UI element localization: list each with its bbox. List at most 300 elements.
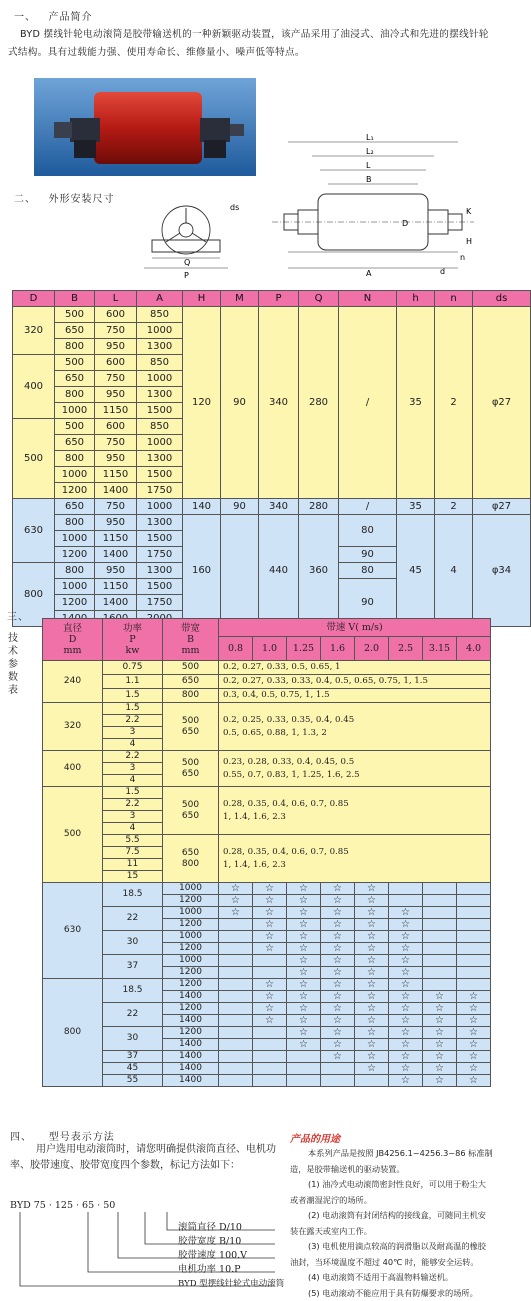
table-cell: 1300 xyxy=(137,339,183,355)
power-cell: 1.1 xyxy=(103,675,163,689)
diameter-cell: 400 xyxy=(13,355,55,419)
table-cell: 360 xyxy=(299,515,339,627)
speed-values-cell: 0.23, 0.28, 0.33, 0.4, 0.45, 0.5 0.55, 0.7, 0.83, 1, 1.25, 1.6, 2.5 xyxy=(219,751,491,787)
table-cell: 1400 xyxy=(95,483,137,499)
empty-cell xyxy=(253,967,287,979)
table-cell: 1500 xyxy=(137,467,183,483)
available-star-icon: ☆ xyxy=(321,991,355,1003)
empty-cell xyxy=(219,991,253,1003)
available-star-icon: ☆ xyxy=(389,931,423,943)
table-cell: 1000 xyxy=(137,371,183,387)
table-row xyxy=(43,751,491,763)
section-4-heading: 四、 型号表示方法 xyxy=(10,1132,115,1143)
available-star-icon: ☆ xyxy=(389,907,423,919)
table-cell: 1200 xyxy=(55,483,95,499)
table-cell: / xyxy=(339,499,397,515)
table-cell: 850 xyxy=(137,419,183,435)
empty-cell xyxy=(219,1027,253,1039)
end-view-drawing xyxy=(140,192,250,284)
speed-column-header: 2.5 xyxy=(389,637,423,661)
empty-cell xyxy=(423,895,457,907)
empty-cell xyxy=(321,1075,355,1087)
common-value-cell: 120 xyxy=(183,307,221,499)
table-cell: 1500 xyxy=(137,531,183,547)
available-star-icon: ☆ xyxy=(287,967,321,979)
model-instructions: 用户选用电动滚筒时，请您明确提供滚筒直径、电机功率、胶带速度、胶带宽度四个参数，标记方法如下： xyxy=(10,1144,276,1171)
power-cell: 7.5 xyxy=(103,847,163,859)
diameter-cell: 500 xyxy=(43,787,103,883)
power-cell: 22 xyxy=(103,1003,163,1027)
available-star-icon: ☆ xyxy=(287,919,321,931)
beltwidth-cell: 1200 xyxy=(163,943,219,955)
common-value-cell: / xyxy=(339,307,397,499)
beltwidth-cell: 1400 xyxy=(163,1075,219,1087)
table-cell: 600 xyxy=(95,307,137,323)
available-star-icon: ☆ xyxy=(321,1039,355,1051)
section-1-heading: 一、 产品简介 xyxy=(14,12,93,23)
table-cell: 1000 xyxy=(137,499,183,515)
speed-values-cell: 0.2, 0.25, 0.33, 0.35, 0.4, 0.45 0.5, 0.65, 0.88, 1, 1.3, 2 xyxy=(219,703,491,751)
section-3-heading: 三、 xyxy=(7,612,29,623)
available-star-icon: ☆ xyxy=(457,1003,491,1015)
speed-values-cell: 0.3, 0.4, 0.5, 0.75, 1, 1.5 xyxy=(219,689,491,703)
available-star-icon: ☆ xyxy=(355,943,389,955)
empty-cell xyxy=(321,1063,355,1075)
available-star-icon: ☆ xyxy=(321,907,355,919)
table-cell: 600 xyxy=(95,419,137,435)
table-row xyxy=(43,675,491,689)
table-cell: 140 xyxy=(183,499,221,515)
svg-text:L₂: L₂ xyxy=(366,147,374,156)
power-cell: 18.5 xyxy=(103,883,163,907)
empty-cell xyxy=(423,967,457,979)
speed-values-cell: 0.28, 0.35, 0.4, 0.6, 0.7, 0.85 1, 1.4, 1.6, 2.3 xyxy=(219,787,491,835)
empty-cell xyxy=(219,943,253,955)
beltwidth-cell: 500 xyxy=(163,661,219,675)
power-cell: 11 xyxy=(103,859,163,871)
available-star-icon: ☆ xyxy=(389,955,423,967)
empty-cell xyxy=(355,1075,389,1087)
available-star-icon: ☆ xyxy=(321,943,355,955)
beltwidth-cell: 800 xyxy=(163,689,219,703)
available-star-icon: ☆ xyxy=(253,883,287,895)
table-cell: 750 xyxy=(95,435,137,451)
empty-cell xyxy=(423,931,457,943)
available-star-icon: ☆ xyxy=(219,907,253,919)
table-row xyxy=(13,515,531,531)
power-cell: 37 xyxy=(103,955,163,979)
available-star-icon: ☆ xyxy=(321,1051,355,1063)
table-cell: 800 xyxy=(55,339,95,355)
speed-column-header: 3.15 xyxy=(423,637,457,661)
svg-text:D: D xyxy=(402,219,409,228)
empty-cell xyxy=(253,955,287,967)
beltwidth-cell: 1400 xyxy=(163,1051,219,1063)
beltwidth-cell: 1400 xyxy=(163,1063,219,1075)
table-cell: 280 xyxy=(299,499,339,515)
table-row xyxy=(13,499,531,515)
column-header: n xyxy=(435,291,473,307)
empty-cell xyxy=(457,895,491,907)
empty-cell xyxy=(457,931,491,943)
beltwidth-cell: 1200 xyxy=(163,1003,219,1015)
table-cell: 1150 xyxy=(95,579,137,595)
beltwidth-cell: 500 650 xyxy=(163,703,219,751)
table-cell: 500 xyxy=(55,419,95,435)
empty-cell xyxy=(287,1075,321,1087)
table-cell: 1300 xyxy=(137,451,183,467)
available-star-icon: ☆ xyxy=(321,895,355,907)
table-cell: 950 xyxy=(95,563,137,579)
table-cell: 1150 xyxy=(95,531,137,547)
table-row xyxy=(43,1075,491,1087)
available-star-icon: ☆ xyxy=(389,919,423,931)
column-header: ds xyxy=(473,291,531,307)
n-value-cell: 90 xyxy=(339,547,397,563)
power-cell: 37 xyxy=(103,1051,163,1063)
table-row xyxy=(43,907,491,919)
available-star-icon: ☆ xyxy=(389,1003,423,1015)
power-cell: 2.2 xyxy=(103,751,163,763)
diameter-cell: 400 xyxy=(43,751,103,787)
available-star-icon: ☆ xyxy=(355,1027,389,1039)
table-cell: 750 xyxy=(95,323,137,339)
power-cell: 5.5 xyxy=(103,835,163,847)
empty-cell xyxy=(457,979,491,991)
available-star-icon: ☆ xyxy=(355,1015,389,1027)
power-cell: 4 xyxy=(103,823,163,835)
available-star-icon: ☆ xyxy=(423,1075,457,1087)
table-cell: 850 xyxy=(137,307,183,323)
available-star-icon: ☆ xyxy=(321,955,355,967)
table-cell: 160 xyxy=(183,515,221,627)
available-star-icon: ☆ xyxy=(355,1063,389,1075)
available-star-icon: ☆ xyxy=(423,1003,457,1015)
table-cell: 440 xyxy=(259,515,299,627)
empty-cell xyxy=(457,907,491,919)
available-star-icon: ☆ xyxy=(355,919,389,931)
table-row xyxy=(43,787,491,799)
table-cell: 950 xyxy=(95,339,137,355)
beltwidth-cell: 500 650 xyxy=(163,787,219,835)
available-star-icon: ☆ xyxy=(423,1027,457,1039)
table-cell: 1750 xyxy=(137,547,183,563)
table-row xyxy=(43,1003,491,1015)
available-star-icon: ☆ xyxy=(287,907,321,919)
empty-cell xyxy=(219,1051,253,1063)
table-cell: 500 xyxy=(55,355,95,371)
diameter-header: 直径 D mm xyxy=(43,619,103,661)
table-cell: 1400 xyxy=(95,547,137,563)
empty-cell xyxy=(423,943,457,955)
table-cell: 1200 xyxy=(55,547,95,563)
section-3-title: 技术参数表 xyxy=(8,633,18,696)
empty-cell xyxy=(219,955,253,967)
available-star-icon: ☆ xyxy=(457,1039,491,1051)
table-cell: 800 xyxy=(55,387,95,403)
table-row xyxy=(43,883,491,895)
empty-cell xyxy=(287,1051,321,1063)
table-cell: 1000 xyxy=(137,323,183,339)
speed-column-header: 2.0 xyxy=(355,637,389,661)
diameter-cell: 630 xyxy=(43,883,103,979)
table-cell: 1200 xyxy=(55,595,95,611)
available-star-icon: ☆ xyxy=(321,883,355,895)
power-header: 功率 P kw xyxy=(103,619,163,661)
empty-cell xyxy=(219,1003,253,1015)
dimension-table xyxy=(12,290,531,627)
table-cell: 1300 xyxy=(137,387,183,403)
available-star-icon: ☆ xyxy=(253,931,287,943)
available-star-icon: ☆ xyxy=(423,1051,457,1063)
available-star-icon: ☆ xyxy=(423,1063,457,1075)
power-cell: 22 xyxy=(103,907,163,931)
table-row xyxy=(43,703,491,715)
beltwidth-header: 带宽 B mm xyxy=(163,619,219,661)
common-value-cell: 2 xyxy=(435,307,473,499)
table-row xyxy=(43,1027,491,1039)
available-star-icon: ☆ xyxy=(389,1063,423,1075)
table-cell: 1000 xyxy=(55,467,95,483)
available-star-icon: ☆ xyxy=(389,967,423,979)
diameter-cell: 320 xyxy=(43,703,103,751)
table-cell: 750 xyxy=(95,499,137,515)
table-cell: 1500 xyxy=(137,403,183,419)
svg-text:P: P xyxy=(184,271,189,280)
power-cell: 3 xyxy=(103,811,163,823)
empty-cell xyxy=(423,979,457,991)
available-star-icon: ☆ xyxy=(457,991,491,1003)
table-cell: 800 xyxy=(55,563,95,579)
beltwidth-cell: 500 650 xyxy=(163,751,219,787)
available-star-icon: ☆ xyxy=(287,895,321,907)
beltwidth-cell: 1200 xyxy=(163,895,219,907)
model-legend: 滚筒直径 D/10 胶带宽度 B/10 胶带速度 100.V 电机功率 10.P BYD 型摆线针轮式电动滚筒 xyxy=(178,1222,285,1289)
speed-values-cell: 0.28, 0.35, 0.4, 0.6, 0.7, 0.85 1, 1.4, 1.6, 2.3 xyxy=(219,835,491,883)
available-star-icon: ☆ xyxy=(321,919,355,931)
table-cell: 650 xyxy=(55,371,95,387)
power-cell: 4 xyxy=(103,739,163,751)
table-cell: 1500 xyxy=(137,579,183,595)
available-star-icon: ☆ xyxy=(219,883,253,895)
table-cell: 1400 xyxy=(95,595,137,611)
available-star-icon: ☆ xyxy=(355,895,389,907)
diameter-cell: 500 xyxy=(13,419,55,499)
table-row xyxy=(43,661,491,675)
power-cell: 3 xyxy=(103,763,163,775)
available-star-icon: ☆ xyxy=(253,907,287,919)
beltwidth-cell: 1000 xyxy=(163,931,219,943)
column-header: N xyxy=(339,291,397,307)
table-cell: 1750 xyxy=(137,595,183,611)
table-cell: 2 xyxy=(435,499,473,515)
available-star-icon: ☆ xyxy=(253,1015,287,1027)
table-cell: 800 xyxy=(55,451,95,467)
available-star-icon: ☆ xyxy=(389,979,423,991)
beltwidth-cell: 1200 xyxy=(163,919,219,931)
empty-cell xyxy=(423,919,457,931)
power-cell: 2.2 xyxy=(103,715,163,727)
beltwidth-cell: 1000 xyxy=(163,907,219,919)
power-cell: 18.5 xyxy=(103,979,163,1003)
table-cell: 500 xyxy=(55,307,95,323)
available-star-icon: ☆ xyxy=(355,991,389,1003)
table-cell: 1300 xyxy=(137,563,183,579)
available-star-icon: ☆ xyxy=(355,1039,389,1051)
table-cell: φ34 xyxy=(473,515,531,627)
beltwidth-cell: 1400 xyxy=(163,991,219,1003)
available-star-icon: ☆ xyxy=(287,979,321,991)
model-code: BYD 75 · 125 · 65 · 50 xyxy=(10,1200,116,1211)
table-cell: 35 xyxy=(397,499,435,515)
table-cell: 1000 xyxy=(55,403,95,419)
n-value-cell: 80 xyxy=(339,515,397,547)
common-value-cell: φ27 xyxy=(473,307,531,499)
intro-text: BYD 摆线针轮电动滚筒是胶带输送机的一种新颖驱动装置，该产品采用了油浸式、油冷式和先进的摆线针轮式结构。具有过载能力强、使用寿命长、维修量小、噪声低等特点。 xyxy=(8,29,489,58)
diameter-cell: 800 xyxy=(13,563,55,627)
power-cell: 15 xyxy=(103,871,163,883)
empty-cell xyxy=(219,1015,253,1027)
column-header: L xyxy=(95,291,137,307)
common-value-cell: 280 xyxy=(299,307,339,499)
speed-column-header: 1.0 xyxy=(253,637,287,661)
available-star-icon: ☆ xyxy=(389,1027,423,1039)
table-cell: 650 xyxy=(55,323,95,339)
table-cell: 950 xyxy=(95,451,137,467)
product-photo xyxy=(34,78,256,176)
table-cell: 750 xyxy=(95,371,137,387)
available-star-icon: ☆ xyxy=(321,1027,355,1039)
svg-text:L₁: L₁ xyxy=(366,133,374,142)
column-header: B xyxy=(55,291,95,307)
available-star-icon: ☆ xyxy=(389,1075,423,1087)
available-star-icon: ☆ xyxy=(287,991,321,1003)
uses-list: 本系列产品是按照 JB4256.1~4256.3~86 标准制造，是胶带输送机的驱动装置。 (1) 油冷式电动滚筒密封性良好，可以用于粉尘大或者潮湿泥泞的场所。 (2) 电动滚筒有封闭结构的接线盒，可随同主机安装在露天或室内工作。 (3) 电机使用滴点较高的润滑脂以及耐高温的橡胶油封，当环境温度不超过 40℃ 时，能够安全运转。 (4) 电动滚筒不适用于高温物料输送机。 (5) 电动滚动不能应用于具有防爆要求的场所。 xyxy=(290,1148,493,1298)
available-star-icon: ☆ xyxy=(355,967,389,979)
power-cell: 1.5 xyxy=(103,689,163,703)
empty-cell xyxy=(457,943,491,955)
empty-cell xyxy=(423,907,457,919)
svg-text:L: L xyxy=(366,161,371,170)
available-star-icon: ☆ xyxy=(321,1003,355,1015)
power-cell: 4 xyxy=(103,775,163,787)
available-star-icon: ☆ xyxy=(253,1003,287,1015)
empty-cell xyxy=(219,967,253,979)
table-cell: φ27 xyxy=(473,499,531,515)
table-cell: 600 xyxy=(95,355,137,371)
beltwidth-cell: 1200 xyxy=(163,1027,219,1039)
speed-column-header: 1.6 xyxy=(321,637,355,661)
tech-parameter-table xyxy=(42,618,491,1087)
available-star-icon: ☆ xyxy=(355,979,389,991)
available-star-icon: ☆ xyxy=(219,895,253,907)
available-star-icon: ☆ xyxy=(321,1015,355,1027)
available-star-icon: ☆ xyxy=(355,907,389,919)
beltwidth-cell: 1400 xyxy=(163,1039,219,1051)
table-cell: 4 xyxy=(435,515,473,627)
table-row xyxy=(43,619,491,637)
svg-text:ds: ds xyxy=(230,203,240,212)
speed-column-header: 0.8 xyxy=(219,637,253,661)
svg-text:K: K xyxy=(466,207,472,216)
table-row xyxy=(43,1063,491,1075)
available-star-icon: ☆ xyxy=(287,1003,321,1015)
available-star-icon: ☆ xyxy=(457,1027,491,1039)
svg-text:B: B xyxy=(366,175,372,184)
available-star-icon: ☆ xyxy=(355,931,389,943)
column-header: Q xyxy=(299,291,339,307)
available-star-icon: ☆ xyxy=(287,883,321,895)
column-header: D xyxy=(13,291,55,307)
table-cell: 850 xyxy=(137,355,183,371)
table-row xyxy=(43,931,491,943)
power-cell: 1.5 xyxy=(103,703,163,715)
diameter-cell: 800 xyxy=(43,979,103,1087)
power-cell: 1.5 xyxy=(103,787,163,799)
empty-cell xyxy=(219,979,253,991)
available-star-icon: ☆ xyxy=(321,979,355,991)
available-star-icon: ☆ xyxy=(253,919,287,931)
table-cell: 1150 xyxy=(95,467,137,483)
table-row xyxy=(43,835,491,847)
table-row xyxy=(13,307,531,323)
speed-values-cell: 0.2, 0.27, 0.33, 0.5, 0.65, 1 xyxy=(219,661,491,675)
power-cell: 45 xyxy=(103,1063,163,1075)
available-star-icon: ☆ xyxy=(389,1039,423,1051)
diameter-cell: 240 xyxy=(43,661,103,703)
available-star-icon: ☆ xyxy=(321,931,355,943)
speed-header: 带速 V( m/s) xyxy=(219,619,491,637)
table-cell: 1750 xyxy=(137,483,183,499)
empty-cell xyxy=(287,1063,321,1075)
empty-cell xyxy=(253,1051,287,1063)
available-star-icon: ☆ xyxy=(253,979,287,991)
table-cell: 650 xyxy=(55,435,95,451)
beltwidth-cell: 1000 xyxy=(163,883,219,895)
available-star-icon: ☆ xyxy=(321,967,355,979)
n-value-cell: 80 xyxy=(339,563,397,579)
table-cell: 1000 xyxy=(55,579,95,595)
empty-cell xyxy=(219,1075,253,1087)
available-star-icon: ☆ xyxy=(253,943,287,955)
diameter-cell: 320 xyxy=(13,307,55,355)
n-value-cell: 90 xyxy=(339,579,397,627)
column-header: A xyxy=(137,291,183,307)
uses-title: 产品的用途 xyxy=(290,1134,340,1145)
empty-cell xyxy=(389,883,423,895)
empty-cell xyxy=(457,919,491,931)
beltwidth-cell: 1400 xyxy=(163,1015,219,1027)
table-row xyxy=(43,955,491,967)
available-star-icon: ☆ xyxy=(253,991,287,1003)
table-row xyxy=(43,1051,491,1063)
column-header: P xyxy=(259,291,299,307)
svg-text:n: n xyxy=(460,253,466,262)
empty-cell xyxy=(253,1075,287,1087)
column-header: h xyxy=(397,291,435,307)
available-star-icon: ☆ xyxy=(457,1063,491,1075)
section-2-heading: 二、 外形安装尺寸 xyxy=(14,194,115,205)
beltwidth-cell: 650 800 xyxy=(163,835,219,883)
available-star-icon: ☆ xyxy=(423,1015,457,1027)
power-cell: 30 xyxy=(103,931,163,955)
available-star-icon: ☆ xyxy=(423,991,457,1003)
empty-cell xyxy=(219,919,253,931)
available-star-icon: ☆ xyxy=(389,1015,423,1027)
beltwidth-cell: 1200 xyxy=(163,967,219,979)
available-star-icon: ☆ xyxy=(287,943,321,955)
empty-cell xyxy=(457,955,491,967)
